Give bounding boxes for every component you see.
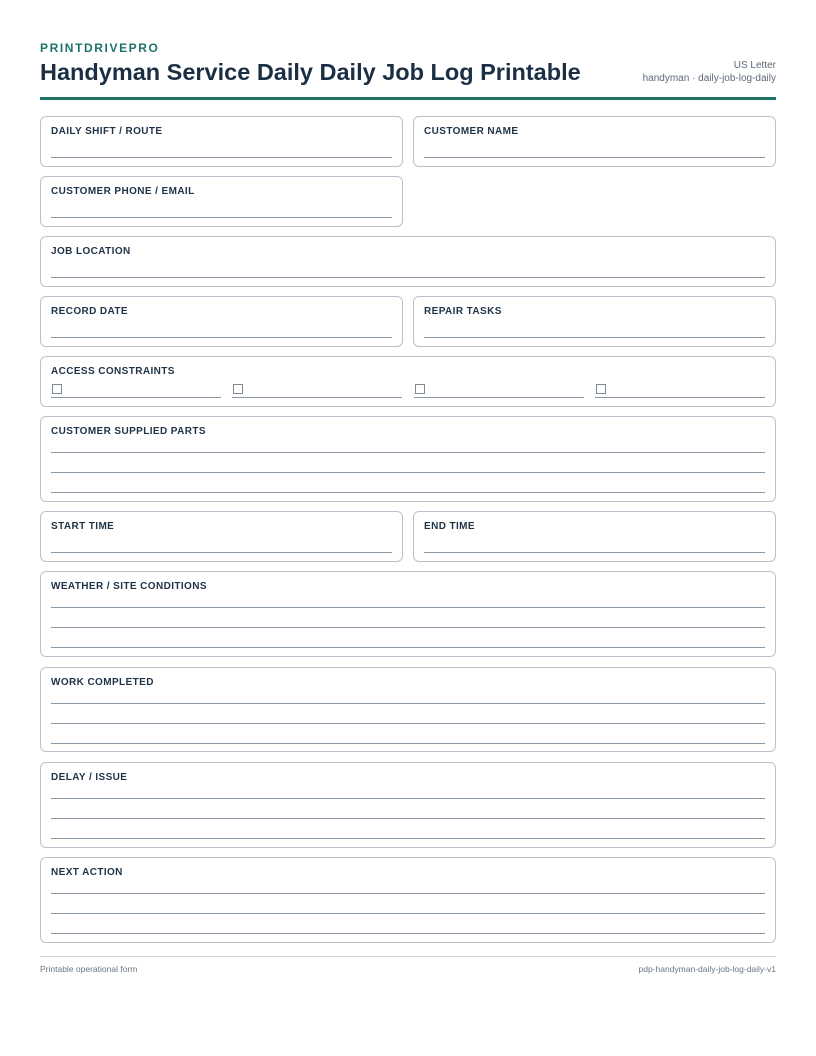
job-location-field[interactable] (40, 236, 776, 287)
delay-issue-label: DELAY / ISSUE (51, 772, 128, 783)
job-location-label: JOB LOCATION (51, 246, 131, 257)
access-checkbox-4[interactable] (596, 384, 606, 394)
checkbox-write-line[interactable] (232, 397, 402, 398)
repair-tasks-label: REPAIR TASKS (424, 306, 502, 317)
footer-rule (40, 956, 776, 957)
footer-form-id: pdp-handyman-daily-job-log-daily-v1 (638, 964, 776, 974)
page-meta (643, 59, 776, 85)
checkbox-write-line[interactable] (595, 397, 765, 398)
daily-shift-route-field[interactable] (40, 116, 403, 167)
write-line[interactable] (51, 703, 765, 704)
next-action-field[interactable] (40, 857, 776, 943)
write-line[interactable] (51, 743, 765, 744)
weather-site-conditions-field[interactable] (40, 571, 776, 657)
write-line[interactable] (424, 157, 765, 158)
customer-name-field[interactable] (413, 116, 776, 167)
start-time-field[interactable] (40, 511, 403, 562)
brand-name: PRINTDRIVEPRO (40, 41, 160, 55)
write-line[interactable] (51, 838, 765, 839)
write-line[interactable] (51, 913, 765, 914)
repair-tasks-field[interactable] (413, 296, 776, 347)
write-line[interactable] (51, 607, 765, 608)
write-line[interactable] (51, 723, 765, 724)
write-line[interactable] (51, 893, 765, 894)
write-line[interactable] (424, 337, 765, 338)
write-line[interactable] (51, 552, 392, 553)
checkbox-write-line[interactable] (51, 397, 221, 398)
write-line[interactable] (51, 933, 765, 934)
weather-site-conditions-label: WEATHER / SITE CONDITIONS (51, 581, 207, 592)
checkbox-write-line[interactable] (414, 397, 584, 398)
write-line[interactable] (424, 552, 765, 553)
write-line[interactable] (51, 492, 765, 493)
customer-phone-email-label: CUSTOMER PHONE / EMAIL (51, 186, 195, 197)
customer-supplied-parts-label: CUSTOMER SUPPLIED PARTS (51, 426, 206, 437)
write-line[interactable] (51, 452, 765, 453)
write-line[interactable] (51, 472, 765, 473)
record-date-label: RECORD DATE (51, 306, 128, 317)
record-date-field[interactable] (40, 296, 403, 347)
page-title: Handyman Service Daily Daily Job Log Printable (40, 59, 581, 85)
customer-name-label: CUSTOMER NAME (424, 126, 519, 137)
write-line[interactable] (51, 277, 765, 278)
access-constraints-field (40, 356, 776, 407)
footer-left-text: Printable operational form (40, 964, 138, 974)
paper-size: US Letter (733, 60, 776, 71)
write-line[interactable] (51, 157, 392, 158)
start-time-label: START TIME (51, 521, 115, 532)
customer-phone-email-field[interactable] (40, 176, 403, 227)
access-checkbox-3[interactable] (415, 384, 425, 394)
meta-line: handyman · daily-job-log-daily (642, 73, 776, 84)
access-constraints-label: ACCESS CONSTRAINTS (51, 366, 175, 377)
access-checkbox-2[interactable] (233, 384, 243, 394)
work-completed-field[interactable] (40, 667, 776, 752)
header-rule (40, 97, 776, 100)
write-line[interactable] (51, 337, 392, 338)
customer-supplied-parts-field[interactable] (40, 416, 776, 502)
delay-issue-field[interactable] (40, 762, 776, 848)
end-time-field[interactable] (413, 511, 776, 562)
daily-shift-route-label: DAILY SHIFT / ROUTE (51, 126, 163, 137)
write-line[interactable] (51, 798, 765, 799)
write-line[interactable] (51, 818, 765, 819)
access-checkbox-1[interactable] (52, 384, 62, 394)
end-time-label: END TIME (424, 521, 475, 532)
write-line[interactable] (51, 627, 765, 628)
write-line[interactable] (51, 647, 765, 648)
write-line[interactable] (51, 217, 392, 218)
next-action-label: NEXT ACTION (51, 867, 123, 878)
work-completed-label: WORK COMPLETED (51, 677, 154, 688)
